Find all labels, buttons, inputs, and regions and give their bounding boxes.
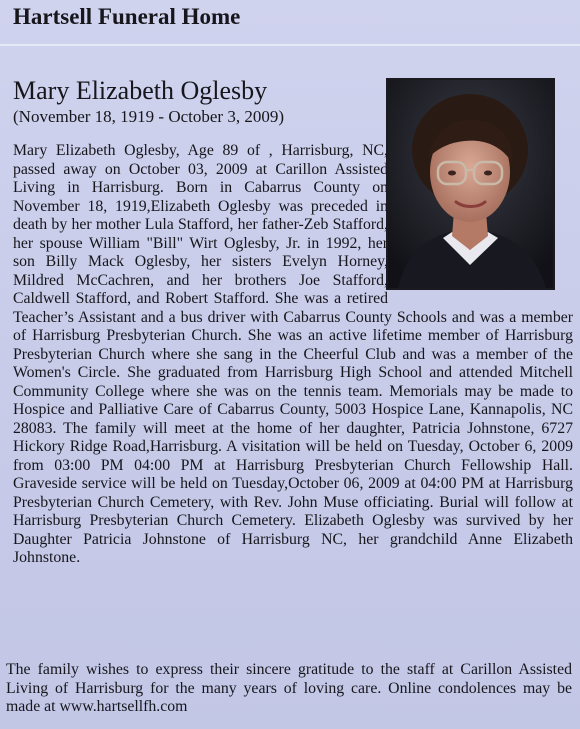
obituary-body (13, 142, 573, 568)
deceased-name: Mary Elizabeth Oglesby (13, 76, 268, 105)
header-divider (0, 44, 580, 46)
photo-spacer (388, 142, 573, 300)
funeral-home-title: Hartsell Funeral Home (13, 4, 241, 29)
obituary-body-text: Mary Elizabeth Oglesby, Age 89 of , Harrisburg, NC, passed away on October 03, 2009 at Carillon Assisted Living in Harrisburg. Born in Cabarrus County on November 18, 1919,Elizabeth Oglesby was preceded in death by her mother Lula Stafford, her father-Zeb Stafford, her spouse William "Bill" Wirt Oglesby, Jr. in 1992, her son Billy Mack Oglesby, her sisters Evelyn Horney, Mildred McCachren, and her brothers Joe Stafford, Caldwell Stafford, and Robert Stafford. She was a retired Teacher’s Assistant and a bus driver with Cabarrus County Schools and was a member of Harrisburg Presbyterian Church. She was an active lifetime member of Harrisburg Presbyterian Church where she sang in the Cheerful Club and was a member of the Women's Circle. She graduated from Harrisburg High School and attended Mitchell Community College where she was on the tennis team. Memorials may be made to Hospice and Palliative Care of Cabarrus County, 5003 Hospice Lane, Kannapolis, NC 28083. The family will meet at the home of her daughter, Patricia Johnstone, 6727 Hickory Ridge Road,Harrisburg. A visitation will be held on Tuesday, October 6, 2009 from 03:00 PM 04:00 PM at Harrisburg Presbyterian Church Fellowship Hall. Graveside service will be held on Tuesday,October 06, 2009 at 04:00 PM at Harrisburg Presbyterian Church Cemetery, with Rev. John Muse officiating. Burial will follow at Harrisburg Presbyterian Church Cemetery. Elizabeth Oglesby was survived by her Daughter Patricia Johnstone of Harrisburg NC, her grandchild Anne Elizabeth Johnstone. (13, 142, 573, 566)
life-dates: (November 18, 1919 - October 3, 2009) (13, 107, 284, 126)
closing-paragraph: The family wishes to express their sincere gratitude to the staff at Carillon Assisted Living of Harrisburg for the many years of loving care. Online condolences may be made at www.hartsellfh.com (6, 661, 572, 715)
